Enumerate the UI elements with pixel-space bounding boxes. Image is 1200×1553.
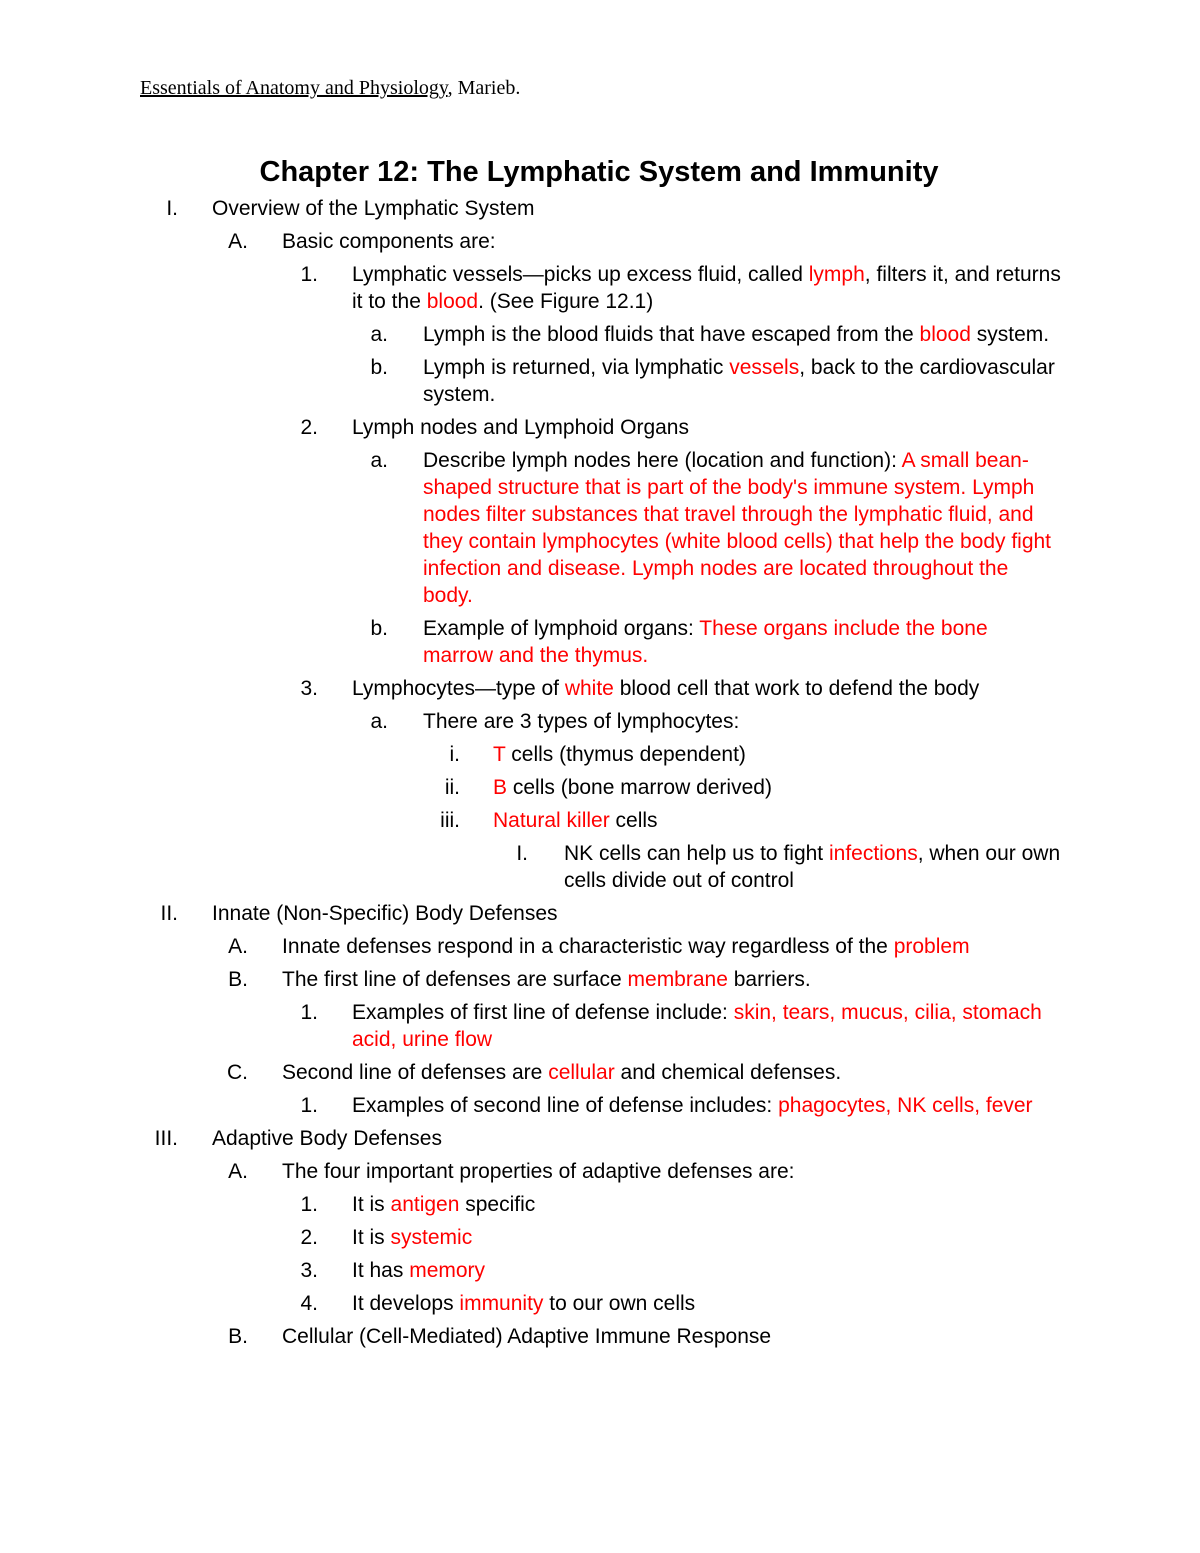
outline-text (352, 1224, 1062, 1251)
highlighted-text: A small bean-shaped structure that is part of the body's immune system. Lymph nodes filter substances that travel through the lymphatic fluid, and they contain lymphocytes (white blood cells) that help the body fight infection and disease. Lymph nodes are located throughout the body. (423, 449, 1052, 607)
chapter-title: Chapter 12: The Lymphatic System and Immunity (259, 156, 939, 188)
highlighted-text: T (493, 743, 506, 766)
outline-marker: 4. (300, 1292, 318, 1315)
body-text: cells (609, 809, 658, 832)
body-text: , filters it, and returns it to the (352, 263, 1061, 313)
body-text: NK cells can help us to fight (564, 842, 829, 865)
outline-marker: 3. (300, 1259, 318, 1282)
body-text: Second line of defenses are (282, 1061, 549, 1084)
outline-text (493, 774, 1062, 801)
outline-marker: C. (227, 1061, 248, 1084)
body-text: , back to the cardiovascular system. (423, 356, 1055, 406)
outline-marker: ii. (444, 776, 460, 799)
highlighted-text: white (564, 677, 614, 700)
highlighted-text: systemic (390, 1226, 473, 1249)
outline-marker: A. (228, 1160, 248, 1183)
body-text: There are 3 types of lymphocytes: (423, 710, 740, 733)
outline-text (423, 321, 1062, 348)
outline-marker: a. (370, 449, 388, 472)
outline-text (493, 741, 1062, 768)
outline-marker: 2. (300, 416, 318, 439)
document-header (140, 74, 520, 102)
outline-marker: i. (449, 743, 460, 766)
outline-text (212, 900, 1062, 927)
highlighted-text: immunity (459, 1292, 544, 1315)
outline-text (212, 195, 1062, 222)
body-text: Lymph is returned, via lymphatic (423, 356, 730, 379)
outline-text (352, 414, 1062, 441)
outline-text (352, 1092, 1062, 1119)
body-text: barriers. (727, 968, 811, 991)
outline-marker: II. (160, 902, 178, 925)
outline-marker: A. (228, 230, 248, 253)
highlighted-text: blood (919, 323, 971, 346)
highlighted-text: These organs include the bone marrow and the thymus. (423, 617, 988, 667)
outline-marker: 1. (300, 263, 318, 286)
body-text: It is (352, 1193, 391, 1216)
highlighted-text: B (493, 776, 508, 799)
outline-marker: b. (370, 356, 388, 379)
highlighted-text: antigen (390, 1193, 460, 1216)
outline-text (423, 615, 1062, 669)
body-text: to our own cells (543, 1292, 696, 1315)
body-text: The four important properties of adaptive defenses are: (282, 1160, 795, 1183)
outline-text (423, 708, 1062, 735)
body-text: , when our own cells divide out of control (564, 842, 1061, 892)
highlighted-text: cellular (548, 1061, 615, 1084)
outline-marker: 1. (300, 1193, 318, 1216)
highlighted-text: skin, tears, mucus, cilia, stomach acid, urine flow (352, 1001, 1042, 1051)
outline-text (352, 1290, 1062, 1317)
body-text: Adaptive Body Defenses (212, 1127, 442, 1150)
book-title: Essentials of Anatomy and Physiology (140, 77, 448, 99)
body-text: specific (459, 1193, 536, 1216)
body-text: Innate (Non-Specific) Body Defenses (212, 902, 558, 925)
outline-marker: b. (370, 617, 388, 640)
outline-marker: 3. (300, 677, 318, 700)
outline-marker: 1. (300, 1094, 318, 1117)
highlighted-text: vessels (729, 356, 800, 379)
outline-text (423, 447, 1062, 609)
body-text: It develops (352, 1292, 460, 1315)
outline-marker: A. (228, 935, 248, 958)
outline-marker: iii. (440, 809, 460, 832)
outline-text (282, 1059, 1062, 1086)
outline-text (352, 675, 1062, 702)
outline-text (493, 807, 1062, 834)
body-text: Basic components are: (282, 230, 496, 253)
outline-text (282, 1158, 1062, 1185)
outline-text (212, 1125, 1062, 1152)
outline-marker: a. (370, 323, 388, 346)
outline-text (282, 228, 1062, 255)
highlighted-text: lymph (808, 263, 865, 286)
body-text: Cellular (Cell-Mediated) Adaptive Immune Response (282, 1325, 772, 1348)
outline-text (282, 966, 1062, 993)
highlighted-text: memory (409, 1259, 486, 1282)
outline-text (352, 1191, 1062, 1218)
body-text: It is (352, 1226, 391, 1249)
outline-text (282, 933, 1062, 960)
body-text: Examples of first line of defense include: (352, 1001, 734, 1024)
body-text: Describe lymph nodes here (location and function): (423, 449, 902, 472)
highlighted-text: blood (426, 290, 479, 313)
outline-marker: B. (228, 1325, 248, 1348)
outline-marker: I. (166, 197, 178, 220)
body-text: system. (970, 323, 1050, 346)
author: , Marieb. (447, 77, 521, 99)
outline-text (352, 1257, 1062, 1284)
outline-marker: a. (370, 710, 388, 733)
body-text: It has (352, 1259, 410, 1282)
highlighted-text: Natural killer (493, 809, 610, 832)
body-text: Lymph is the blood fluids that have escaped from the (423, 323, 920, 346)
outline-text (423, 354, 1062, 408)
body-text: and chemical defenses. (614, 1061, 842, 1084)
body-text: blood cell that work to defend the body (613, 677, 980, 700)
body-text: Lymphatic vessels—picks up excess fluid, called (352, 263, 809, 286)
body-text: Lymphocytes—type of (352, 677, 565, 700)
body-text: Examples of second line of defense includes: (352, 1094, 779, 1117)
body-text: Example of lymphoid organs: (423, 617, 700, 640)
highlighted-text: problem (893, 935, 970, 958)
highlighted-text: membrane (627, 968, 728, 991)
outline-marker: III. (154, 1127, 178, 1150)
outline-text (282, 1323, 1062, 1350)
outline-marker: B. (228, 968, 248, 991)
highlighted-text: infections (828, 842, 918, 865)
outline-marker: 2. (300, 1226, 318, 1249)
body-text: . (See Figure 12.1) (478, 290, 654, 313)
body-text: The first line of defenses are surface (282, 968, 628, 991)
highlighted-text: phagocytes, NK cells, fever (778, 1094, 1033, 1117)
body-text: Innate defenses respond in a characteristic way regardless of the (282, 935, 894, 958)
outline-text (352, 999, 1062, 1053)
body-text: cells (bone marrow derived) (507, 776, 772, 799)
outline-text (352, 261, 1062, 315)
outline-marker: 1. (300, 1001, 318, 1024)
body-text: Lymph nodes and Lymphoid Organs (352, 416, 689, 439)
body-text: Overview of the Lymphatic System (212, 197, 535, 220)
outline-text (564, 840, 1062, 894)
body-text: cells (thymus dependent) (505, 743, 746, 766)
outline-marker: I. (516, 842, 528, 865)
